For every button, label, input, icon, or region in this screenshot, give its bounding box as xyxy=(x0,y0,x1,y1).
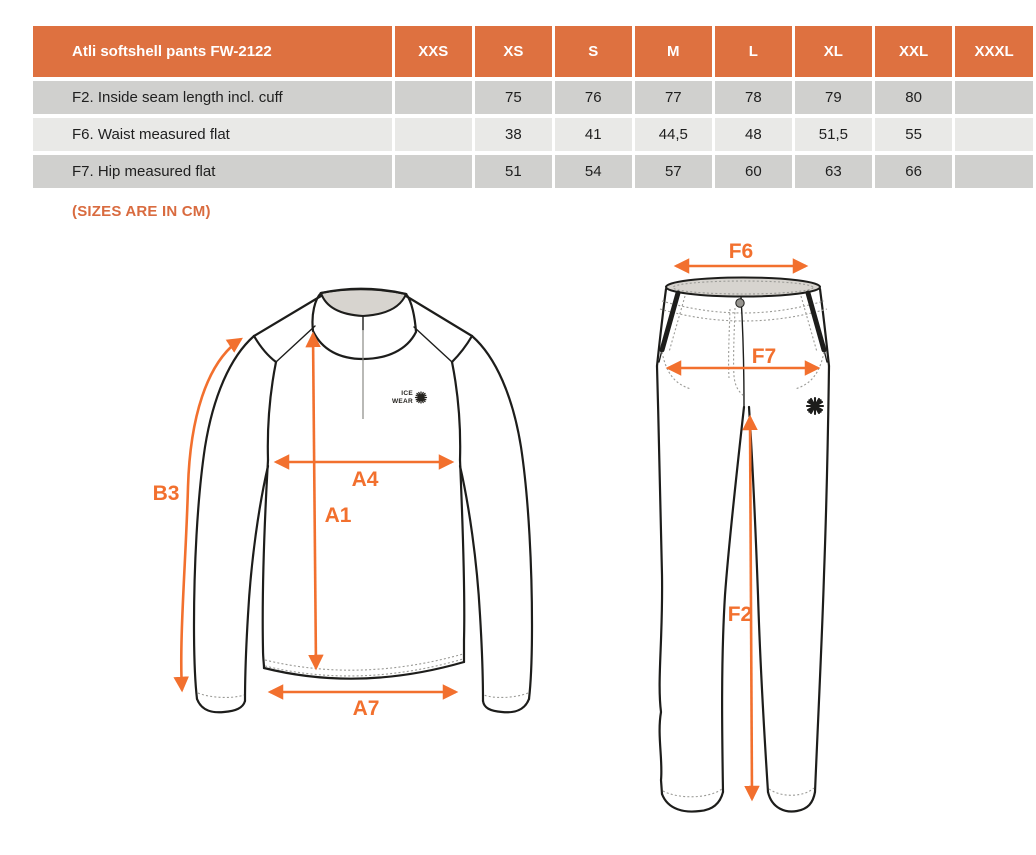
logo-text-line2: WEAR xyxy=(391,398,413,405)
cell-value: 77 xyxy=(635,81,712,114)
cell-value: 78 xyxy=(715,81,792,114)
size-column-xxxl: XXXL xyxy=(955,26,1033,77)
size-column-s: S xyxy=(555,26,632,77)
table-title: Atli softshell pants FW-2122 xyxy=(33,26,392,77)
row-label: F2. Inside seam length incl. cuff xyxy=(33,81,392,114)
cell-value: 44,5 xyxy=(635,118,712,151)
row-label: F6. Waist measured flat xyxy=(33,118,392,151)
waist-button xyxy=(736,299,744,307)
cell-value: 66 xyxy=(875,155,952,188)
size-column-l: L xyxy=(715,26,792,77)
measurement-label-f2: F2 xyxy=(727,603,753,626)
size-column-m: M xyxy=(635,26,712,77)
cell-value: 63 xyxy=(795,155,872,188)
cell-value: 55 xyxy=(875,118,952,151)
icewear-logo xyxy=(392,390,427,405)
cell-value: 76 xyxy=(555,81,632,114)
row-label: F7. Hip measured flat xyxy=(33,155,392,188)
logo-text-line1: ICE xyxy=(401,390,413,397)
cell-value: 80 xyxy=(875,81,952,114)
pants-diagram xyxy=(657,240,829,812)
arrow-b3-sleeve xyxy=(181,339,241,690)
measurement-label-f6: F6 xyxy=(728,240,754,263)
measurement-label-a1: A1 xyxy=(324,504,352,527)
cell-value: 57 xyxy=(635,155,712,188)
size-column-xs: XS xyxy=(475,26,552,77)
cell-value: 38 xyxy=(475,118,552,151)
measurement-label-a4: A4 xyxy=(351,468,379,491)
snowflake-icon xyxy=(807,398,823,414)
snowflake-icon xyxy=(416,392,427,403)
cell-value: 48 xyxy=(715,118,792,151)
measurement-label-b3: B3 xyxy=(152,482,180,505)
cell-value: 79 xyxy=(795,81,872,114)
measurement-label-f7: F7 xyxy=(751,345,777,368)
arrow-a1-length xyxy=(313,334,316,668)
cell-value: 75 xyxy=(475,81,552,114)
size-column-xxl: XXL xyxy=(875,26,952,77)
shirt-diagram xyxy=(153,289,532,720)
size-column-xxs: XXS xyxy=(395,26,472,77)
size-column-xl: XL xyxy=(795,26,872,77)
cell-value: 60 xyxy=(715,155,792,188)
sizes-unit-note: (SIZES ARE IN CM) xyxy=(72,203,211,220)
cell-value: 51 xyxy=(475,155,552,188)
measurement-label-a7: A7 xyxy=(352,697,380,720)
cell-value: 54 xyxy=(555,155,632,188)
cell-value: 51,5 xyxy=(795,118,872,151)
cell-value: 41 xyxy=(555,118,632,151)
